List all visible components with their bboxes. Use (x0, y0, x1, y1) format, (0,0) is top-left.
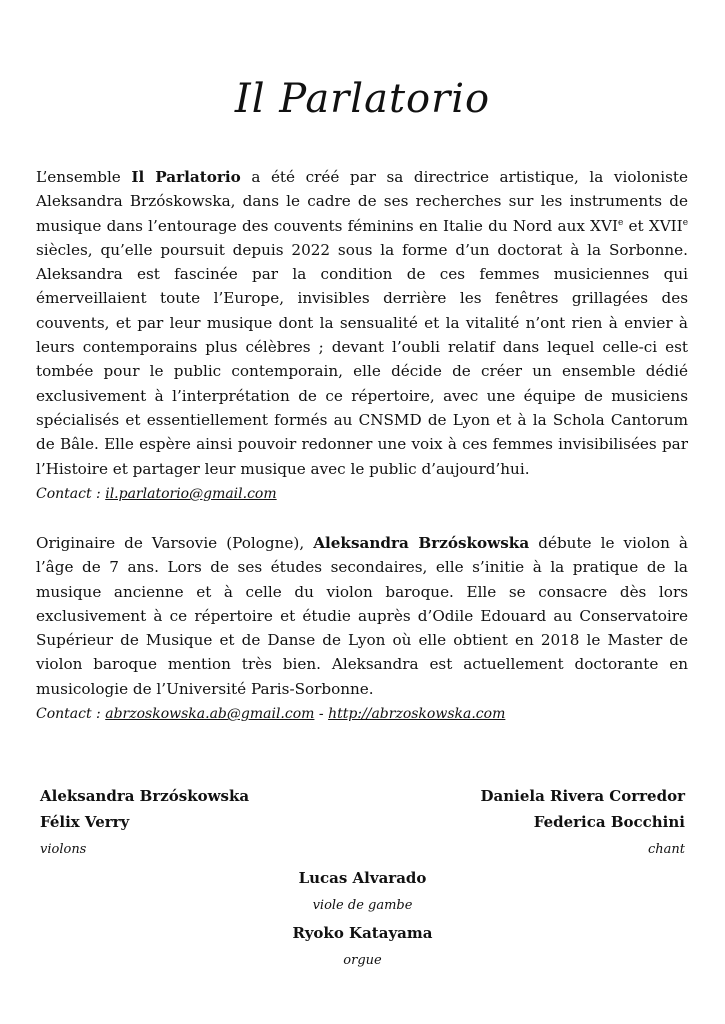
musician-name: Ryoko Katayama (292, 924, 433, 942)
musician-name: Aleksandra Brzóskowska (40, 787, 250, 805)
instrument-label: orgue (343, 953, 382, 968)
contact-label: Contact : (36, 706, 106, 723)
contact-separator: - (314, 706, 329, 723)
musician-name: Daniela Rivera Corredor (480, 787, 685, 805)
page-title: Il Parlatorio (234, 76, 491, 122)
musician-name: Federica Bocchini (533, 813, 685, 831)
website-link[interactable]: http://abrzoskowska.com (328, 706, 506, 723)
ensemble-contact (36, 486, 277, 502)
instrument-label: viole de gambe (312, 898, 413, 913)
text-segment: et XVII (623, 216, 683, 235)
musician-name: Félix Verry (40, 813, 130, 831)
text-segment: débute le violon à l’âge de 7 ans. Lors de ses études secondaires, elle s’initie à la pratique de la musique ancienne et à celle du violon baroque. Elle se consacre dès lors exclusivement à ce répertoire et étudie auprès d’Odile Edouard au Conservatoire Supérieur de Musique et de Danse de Lyon où elle obtient en 2018 le Master de violon baroque mention très bien. Aleksandra est actuellement doctorante en musicologie de l’Université Paris-Sorbonne. (36, 534, 688, 698)
personal-contact (36, 706, 505, 722)
contact-label: Contact : (36, 485, 106, 502)
superscript: e (617, 217, 624, 228)
musician-name: Lucas Alvarado (298, 869, 427, 887)
ensemble-name: Il Parlatorio (131, 168, 241, 186)
person-name: Aleksandra Brzóskowska (313, 534, 530, 552)
superscript: e (682, 217, 689, 228)
instrument-label: chant (647, 842, 685, 857)
biography (36, 531, 688, 726)
text-segment: Originaire de Varsovie (Pologne), (36, 534, 314, 552)
text-segment: siècles, qu’elle poursuit depuis 2022 sous la forme d’un doctorat à la Sorbonne. Aleksandra est fascinée par la condition de ces femmes musiciennes qui émerveillaient toute l’Europe, invisibles derrière les fenêtres grillagées des couvents, et par leur musique dont la sensualité et la vitalité n’ont rien à envier à leurs contemporains plus célèbres ; devant l’oubli relatif dans lequel celle-ci est tombée pour le public contemporain, elle décide de créer un ensemble dédié exclusivement à l’interprétation de ce répertoire, avec une équipe de musiciens spécialisés et essentiellement formés au CNSMD de Lyon et à la Schola Cantorum de Bâle. Elle espère ainsi pouvoir redonner une voix à ces femmes invisibilisées par l’Histoire et partager leur musique avec le public d’aujourd’hui. (36, 240, 688, 478)
text-segment: L’ensemble (36, 168, 132, 186)
ensemble-description (36, 165, 688, 506)
text-segment: a été créé par sa directrice artistique, la violoniste Aleksandra Brzóskowska, dans le cadre de ses recherches sur les instruments de musique dans l’entourage des couvents féminins en Italie du Nord aux XVI (36, 168, 688, 235)
instrument-label: violons (40, 842, 87, 857)
personal-email-link[interactable]: abrzoskowska.ab@gmail.com (105, 706, 315, 723)
ensemble-email-link[interactable]: il.parlatorio@gmail.com (105, 485, 277, 502)
